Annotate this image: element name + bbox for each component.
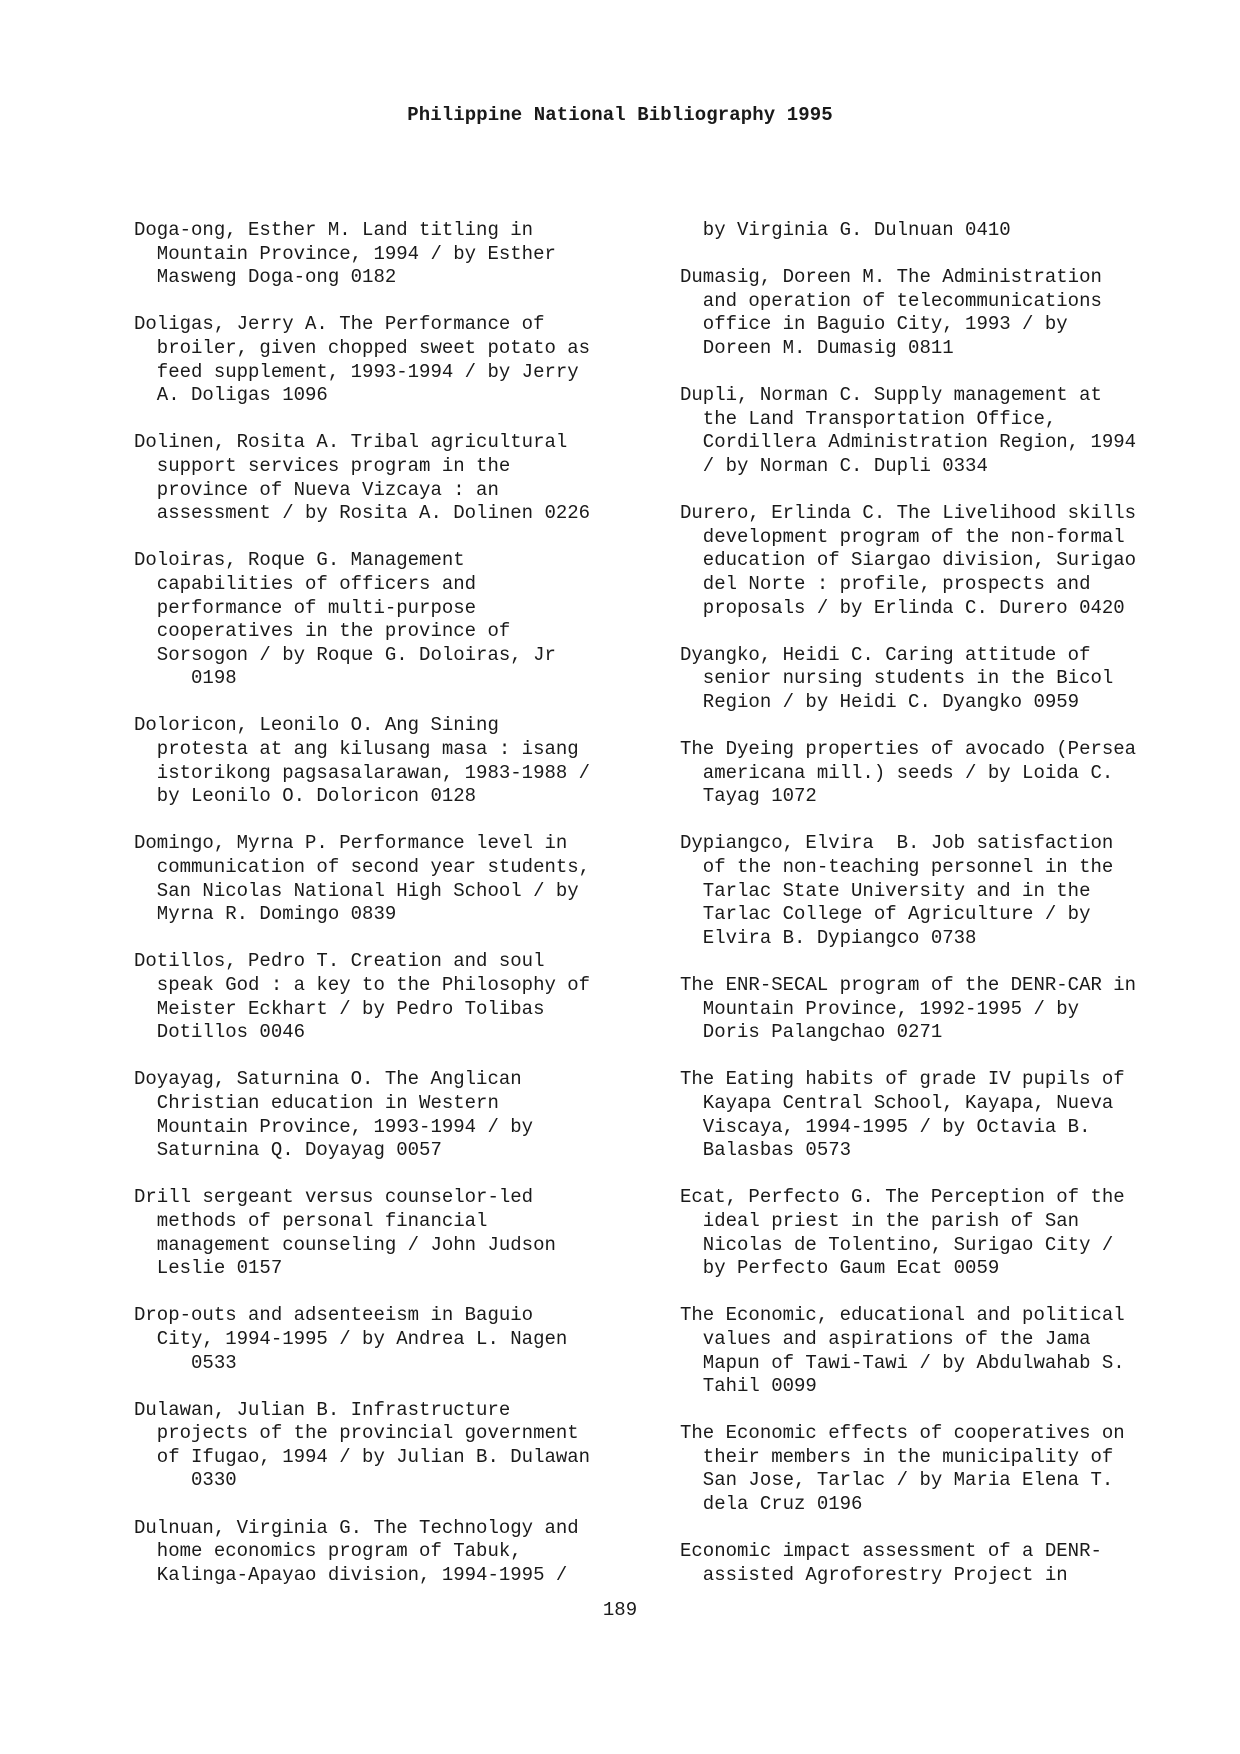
bibliography-entry: Doga-ong, Esther M. Land titling in Mountain Province, 1994 / by Esther Masweng Doga-ong 0182 [134,219,556,289]
bibliography-entry: Dulawan, Julian B. Infrastructure projects of the provincial government of Ifugao, 1994 / by Julian B. Dulawan 0330 [134,1398,591,1492]
bibliography-entry: Dyangko, Heidi C. Caring attitude of senior nursing students in the Bicol Region / by Heidi C. Dyangko 0959 [680,643,1114,713]
page-number: 189 [602,1599,638,1621]
bibliography-entry: The Dyeing properties of avocado (Persea americana mill.) seeds / by Loida C. Tayag 1072 [680,738,1137,808]
bibliography-entry: Drill sergeant versus counselor-led methods of personal financial management counseling / John Judson Leslie 0157 [134,1186,556,1280]
bibliography-entry: Dolinen, Rosita A. Tribal agricultural support services program in the province of Nueva Vizcaya : an assessment / by Rosita A. Dolinen 0226 [134,431,591,525]
left-column [134,219,654,1611]
bibliography-entry: Ecat, Perfecto G. The Perception of the ideal priest in the parish of San Nicolas de Tolentino, Surigao City / by Perfecto Gaum Ecat 0059 [680,1186,1125,1280]
right-column [680,219,1200,1611]
bibliography-entry: The Eating habits of grade IV pupils of Kayapa Central School, Kayapa, Nueva Viscaya, 1994-1995 / by Octavia B. Balasbas 0573 [680,1068,1125,1162]
page-title: Philippine National Bibliography 1995 [407,104,833,126]
bibliography-entry: by Virginia G. Dulnuan 0410 [680,219,1011,241]
bibliography-entry: Dypiangco, Elvira B. Job satisfaction of the non-teaching personnel in the Tarlac State University and in the Tarlac College of Agriculture / by Elvira B. Dypiangco 0738 [680,832,1114,949]
bibliography-entry: Dumasig, Doreen M. The Administration and operation of telecommunications office in Baguio City, 1993 / by Doreen M. Dumasig 0811 [680,266,1102,359]
bibliography-entry: The ENR-SECAL program of the DENR-CAR in Mountain Province, 1992-1995 / by Doris Palangchao 0271 [680,974,1137,1044]
bibliography-entry: Doloricon, Leonilo O. Ang Sining protesta at ang kilusang masa : isang istorikong pagsasalarawan, 1983-1988 / by Leonilo O. Doloricon 0128 [134,714,591,808]
bibliography-entry: The Economic effects of cooperatives on their members in the municipality of San Jose, Tarlac / by Maria Elena T. dela Cruz 0196 [680,1422,1125,1516]
bibliography-entry: Dulnuan, Virginia G. The Technology and home economics program of Tabuk, Kalinga-Apayao division, 1994-1995 / [134,1516,579,1586]
bibliography-entry: Dupli, Norman C. Supply management at the Land Transportation Office, Cordillera Administration Region, 1994 / by Norman C. Dupli 0334 [680,384,1137,477]
bibliography-entry: Doloiras, Roque G. Management capabilities of officers and performance of multi-purpose cooperatives in the province of Sorsogon / by Roque G. Doloiras, Jr 0198 [134,549,556,690]
bibliography-entry: Drop-outs and adsenteeism in Baguio City, 1994-1995 / by Andrea L. Nagen 0533 [134,1304,568,1374]
bibliography-entry: Durero, Erlinda C. The Livelihood skills development program of the non-formal education of Siargao division, Surigao del Norte : profile, prospects and proposals / by Erlinda C. Durero 0420 [680,502,1137,619]
bibliography-entry: Domingo, Myrna P. Performance level in communication of second year students, San Nicolas National High School / by Myrna R. Domingo 0839 [134,832,591,926]
bibliography-entry: Dotillos, Pedro T. Creation and soul speak God : a key to the Philosophy of Meister Eckhart / by Pedro Tolibas Dotillos 0046 [134,950,591,1044]
bibliography-entry: Doligas, Jerry A. The Performance of broiler, given chopped sweet potato as feed supplement, 1993-1994 / by Jerry A. Doligas 1096 [134,313,591,407]
bibliography-entry: Economic impact assessment of a DENR- assisted Agroforestry Project in [680,1540,1102,1586]
bibliography-entry: Doyayag, Saturnina O. The Anglican Christian education in Western Mountain Province, 1993-1994 / by Saturnina Q. Doyayag 0057 [134,1068,534,1162]
bibliography-entry: The Economic, educational and political values and aspirations of the Jama Mapun of Tawi-Tawi / by Abdulwahab S. Tahil 0099 [680,1304,1125,1398]
